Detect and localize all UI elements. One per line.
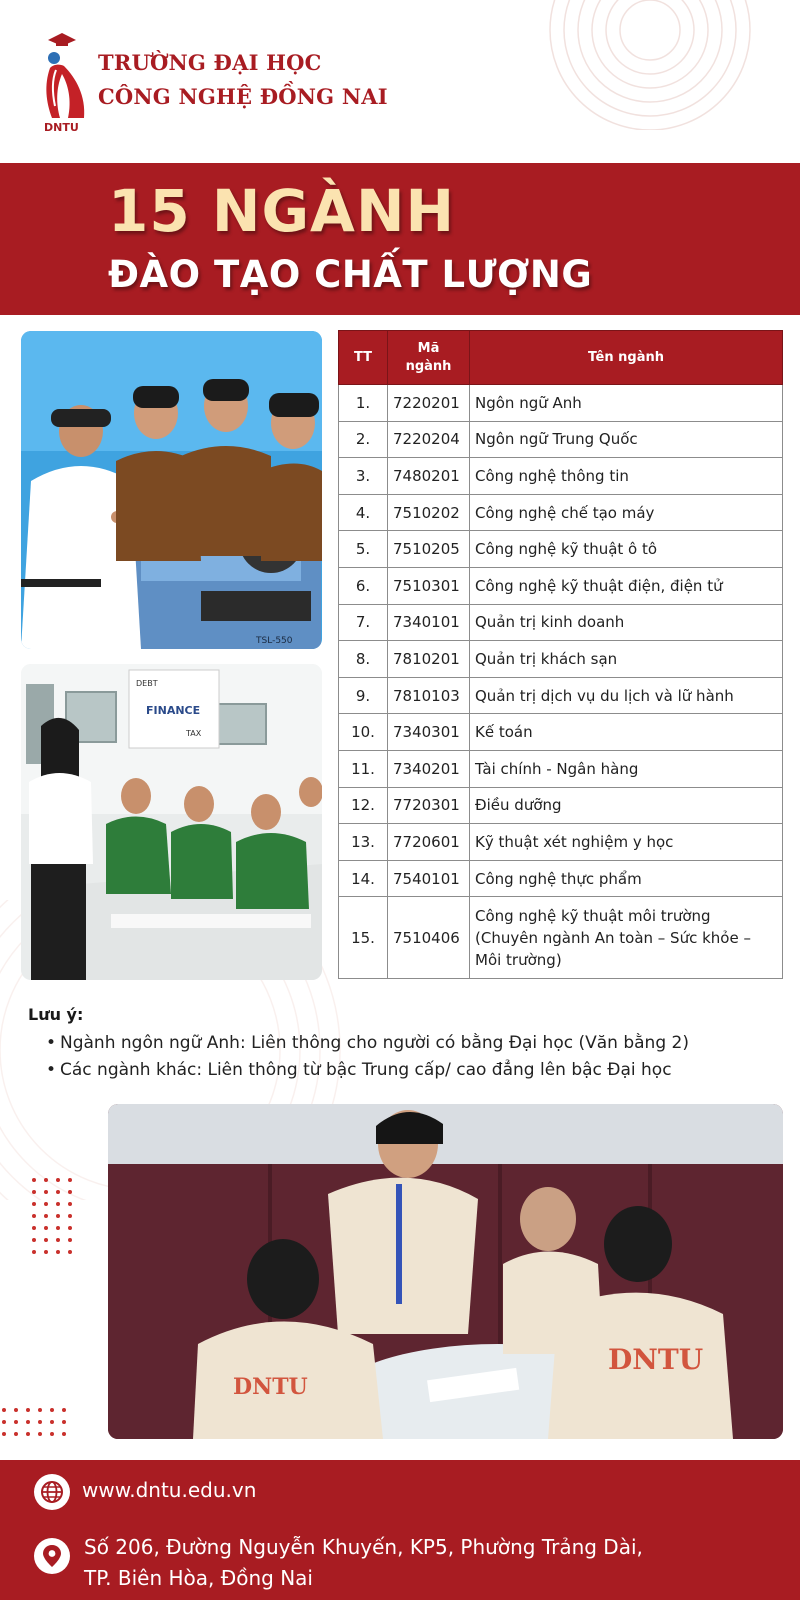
major-name: Tài chính - Ngân hàng	[470, 750, 783, 787]
banner-title: 15 NGÀNH	[108, 177, 456, 245]
row-number: 2.	[339, 421, 388, 458]
major-name: Công nghệ thực phẩm	[470, 860, 783, 897]
decorative-dots	[2, 1408, 66, 1436]
row-number: 10.	[339, 714, 388, 751]
table-row	[339, 824, 783, 861]
table-row	[339, 897, 783, 979]
column-header-code-line2: ngành	[405, 358, 452, 374]
school-name-line2: CÔNG NGHỆ ĐỒNG NAI	[98, 84, 388, 109]
major-name: Công nghệ kỹ thuật ô tô	[470, 531, 783, 568]
row-number: 15.	[339, 897, 388, 979]
table-row	[339, 787, 783, 824]
header	[42, 30, 388, 134]
major-name: Ngôn ngữ Anh	[470, 385, 783, 422]
major-code: 7340201	[388, 750, 470, 787]
major-code: 7810201	[388, 641, 470, 678]
title-banner	[0, 163, 800, 315]
major-code: 7510202	[388, 494, 470, 531]
major-code: 7220204	[388, 421, 470, 458]
major-code: 7810103	[388, 677, 470, 714]
decorative-rings	[540, 0, 760, 130]
major-name: Kỹ thuật xét nghiệm y học	[470, 824, 783, 861]
major-code: 7510205	[388, 531, 470, 568]
school-name-line1: TRƯỜNG ĐẠI HỌC	[98, 50, 322, 75]
table-row	[339, 641, 783, 678]
row-number: 9.	[339, 677, 388, 714]
board-label-finance: FINANCE	[146, 704, 201, 717]
footer-website-row	[34, 1474, 256, 1510]
note-list	[28, 1030, 788, 1084]
board-label-debt: DEBT	[136, 679, 158, 688]
banner-subtitle: ĐÀO TẠO CHẤT LƯỢNG	[108, 253, 593, 296]
shirt-text-right: DNTU	[608, 1343, 704, 1376]
address-line2: TP. Biên Hòa, Đồng Nai	[84, 1566, 313, 1590]
major-name: Kế toán	[470, 714, 783, 751]
row-number: 3.	[339, 458, 388, 495]
row-number: 7.	[339, 604, 388, 641]
row-number: 6.	[339, 567, 388, 604]
website-link[interactable]: www.dntu.edu.vn	[82, 1478, 257, 1502]
column-header-tt: TT	[339, 331, 388, 385]
note-section	[28, 1005, 788, 1084]
row-number: 13.	[339, 824, 388, 861]
address-line1: Số 206, Đường Nguyễn Khuyến, KP5, Phường Trảng Dài,	[84, 1535, 643, 1559]
major-code: 7720601	[388, 824, 470, 861]
table-row	[339, 567, 783, 604]
row-number: 14.	[339, 860, 388, 897]
machine-label: TSL-550	[256, 636, 293, 646]
note-title: Lưu ý:	[28, 1005, 84, 1024]
table-row	[339, 494, 783, 531]
row-number: 11.	[339, 750, 388, 787]
column-header-name: Tên ngành	[470, 331, 783, 385]
school-name	[98, 46, 388, 114]
photo-classroom	[21, 664, 322, 980]
row-number: 12.	[339, 787, 388, 824]
major-name: Công nghệ chế tạo máy	[470, 494, 783, 531]
footer	[0, 1460, 800, 1600]
table-row	[339, 385, 783, 422]
major-name: Công nghệ kỹ thuật môi trường (Chuyên ngành An toàn – Sức khỏe – Môi trường)	[470, 897, 783, 979]
column-header-code	[388, 331, 470, 385]
major-name: Quản trị dịch vụ du lịch và lữ hành	[470, 677, 783, 714]
table-row	[339, 421, 783, 458]
major-code: 7540101	[388, 860, 470, 897]
major-name: Công nghệ kỹ thuật điện, điện tử	[470, 567, 783, 604]
globe-icon	[34, 1474, 70, 1510]
table-row	[339, 714, 783, 751]
logo-text: DNTU	[44, 121, 79, 134]
table-row	[339, 604, 783, 641]
photo-machining-lab	[21, 331, 322, 649]
table-row	[339, 458, 783, 495]
table-row	[339, 750, 783, 787]
table-row	[339, 860, 783, 897]
map-pin-icon	[34, 1538, 70, 1574]
major-code: 7220201	[388, 385, 470, 422]
decorative-dots	[32, 1178, 72, 1254]
major-code: 7340101	[388, 604, 470, 641]
major-name: Công nghệ thông tin	[470, 458, 783, 495]
footer-address-row	[34, 1532, 643, 1594]
table-row	[339, 677, 783, 714]
majors-table	[338, 330, 783, 979]
note-item: • Ngành ngôn ngữ Anh: Liên thông cho người có bằng Đại học (Văn bằng 2)	[28, 1030, 788, 1057]
major-code: 7720301	[388, 787, 470, 824]
major-name: Điều dưỡng	[470, 787, 783, 824]
major-code: 7510301	[388, 567, 470, 604]
address	[84, 1532, 643, 1594]
major-name: Quản trị khách sạn	[470, 641, 783, 678]
row-number: 1.	[339, 385, 388, 422]
major-code: 7480201	[388, 458, 470, 495]
major-code: 7510406	[388, 897, 470, 979]
dntu-logo	[42, 30, 90, 134]
row-number: 8.	[339, 641, 388, 678]
major-name: Ngôn ngữ Trung Quốc	[470, 421, 783, 458]
table-header-row	[339, 331, 783, 385]
major-name: Quản trị kinh doanh	[470, 604, 783, 641]
shirt-text-left: DNTU	[233, 1374, 308, 1400]
photo-students-studying	[108, 1104, 783, 1439]
column-header-code-line1: Mã	[417, 340, 440, 356]
row-number: 4.	[339, 494, 388, 531]
note-item: • Các ngành khác: Liên thông từ bậc Trung cấp/ cao đẳng lên bậc Đại học	[28, 1057, 788, 1084]
major-code: 7340301	[388, 714, 470, 751]
table-row	[339, 531, 783, 568]
row-number: 5.	[339, 531, 388, 568]
board-label-tax: TAX	[186, 729, 202, 738]
